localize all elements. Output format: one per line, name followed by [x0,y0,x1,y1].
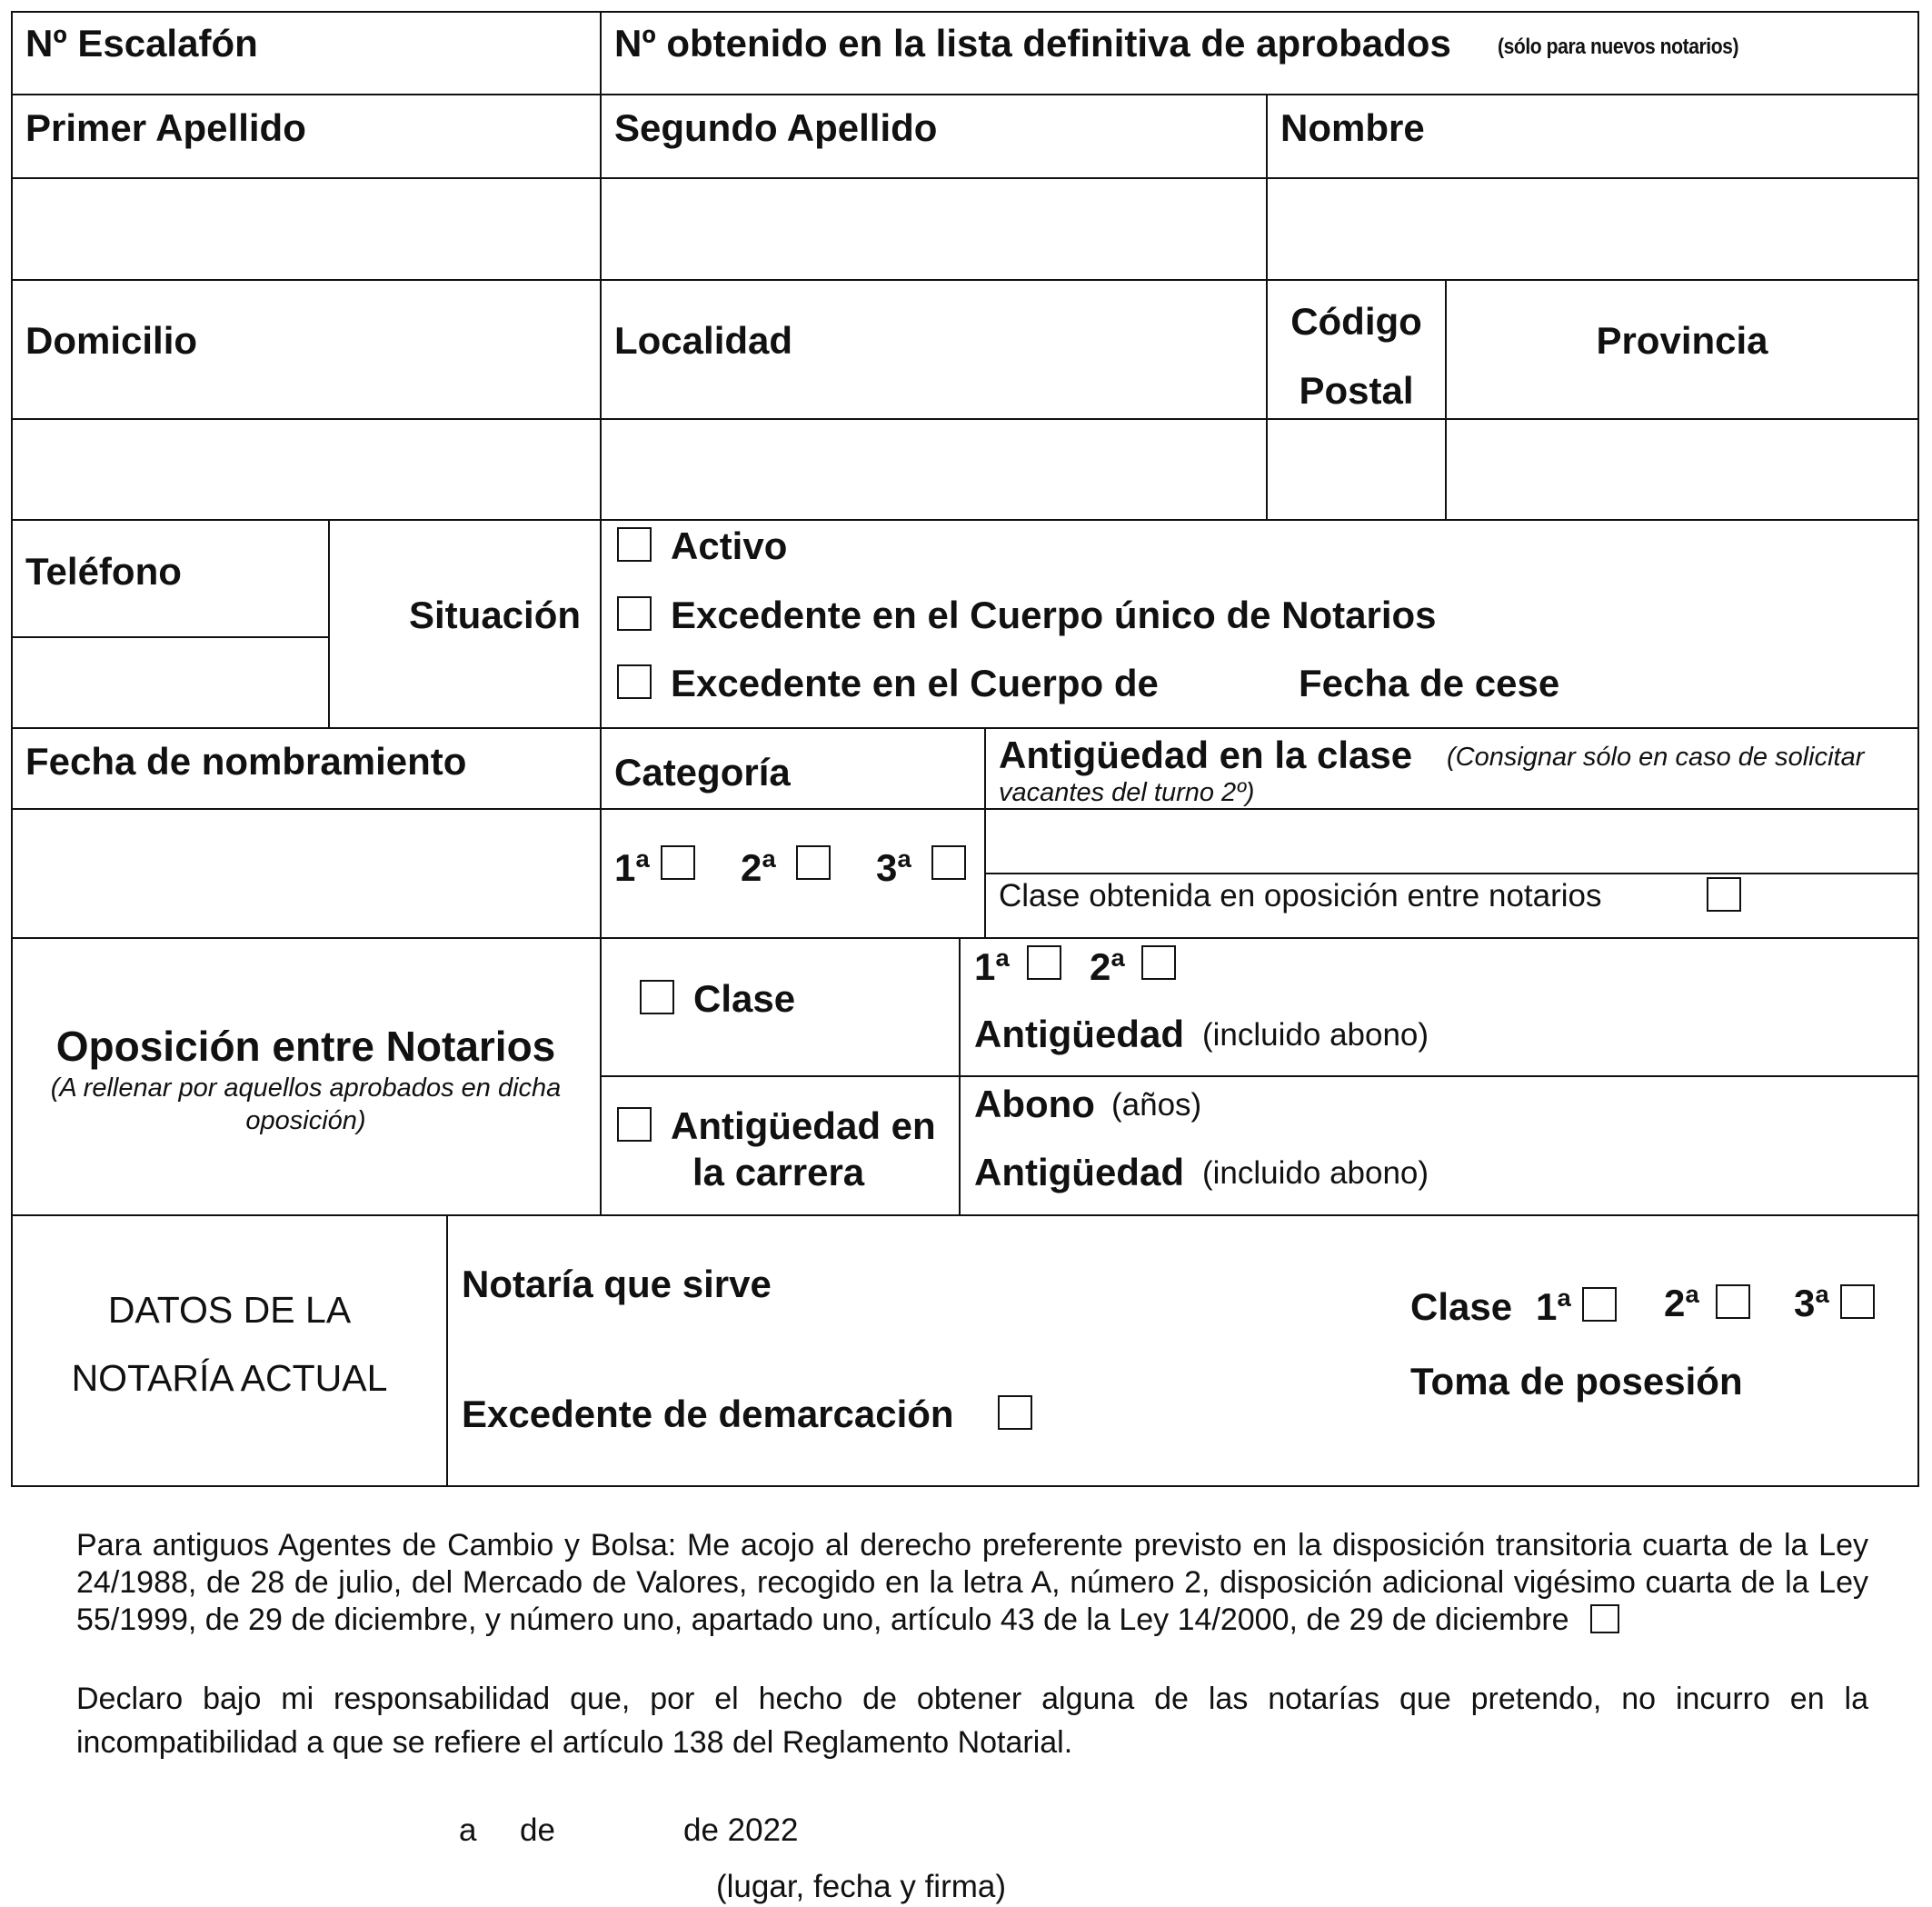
excedente-demarcacion-label: Excedente de demarcación [462,1393,954,1435]
op-anios-label: (años) [1111,1087,1202,1123]
op-clase-checkbox[interactable] [640,980,674,1014]
cat-3-checkbox[interactable] [931,845,966,880]
notaria-sirve-label: Notaría que sirve [462,1263,772,1305]
agentes-checkbox[interactable] [1590,1604,1619,1633]
nombre-field[interactable] [1268,179,1917,277]
antiguedad-clase-field[interactable] [986,810,1917,872]
telefono-field[interactable] [13,638,327,726]
primer-apellido-field[interactable] [13,179,599,277]
datos-label1: DATOS DE LA [107,1289,352,1331]
escalafon-label: Nº Escalafón [25,22,258,65]
op-carrera-label2: la carrera [692,1151,865,1193]
excedente-cuerpo-checkbox[interactable] [617,664,652,699]
op-2-label: 2ª [1090,945,1125,988]
primer-apellido-label: Primer Apellido [25,106,306,149]
excedente-demarcacion-checkbox[interactable] [998,1395,1032,1430]
localidad-label: Localidad [614,319,793,362]
cat-1-checkbox[interactable] [661,845,695,880]
oposicion-title: Oposición entre Notarios [55,1023,556,1070]
codigo-label: Código [1290,300,1422,343]
op-incluido2-label: (incluido abono) [1202,1155,1429,1191]
postal-label: Postal [1299,369,1414,412]
op-abono-label: Abono [974,1083,1095,1125]
declaro-paragraph: Declaro bajo mi responsabilidad que, por el hecho de obtener alguna de las notarías que pretendo, no incurro en la incompatibilidad a que se refiere el artículo 138 del Reglamento Notarial. [76,1682,1868,1760]
op-2-checkbox[interactable] [1141,945,1176,980]
toma-posesion-label: Toma de posesión [1410,1360,1743,1403]
notaria-3-checkbox[interactable] [1840,1284,1875,1319]
datos-label2: NOTARÍA ACTUAL [71,1357,388,1399]
cat-2-label: 2ª [741,846,776,889]
localidad-field[interactable] [602,420,1265,518]
op-carrera-label1: Antigüedad en [671,1104,936,1147]
op-1-checkbox[interactable] [1027,945,1061,980]
clase-oposicion-label: Clase obtenida en oposición entre notarios [999,878,1602,914]
lista-note: (sólo para nuevos notarios) [1498,35,1739,59]
clase-oposicion-checkbox[interactable] [1707,877,1741,912]
fecha-cese-label: Fecha de cese [1299,662,1560,704]
domicilio-field[interactable] [13,420,599,518]
situacion-label: Situación [409,594,582,636]
notaria-1-label: 1ª [1536,1285,1571,1328]
segundo-apellido-label: Segundo Apellido [614,106,938,149]
lugar-fecha-firma: (lugar, fecha y firma) [716,1869,1006,1904]
notaria-1-checkbox[interactable] [1582,1287,1617,1322]
op-1-label: 1ª [974,945,1010,988]
op-incluido-label: (incluido abono) [1202,1017,1429,1053]
cat-1-label: 1ª [614,846,650,889]
antiguedad-clase-label: Antigüedad en la clase [999,734,1413,776]
codigo-postal-label [1268,287,1445,425]
segundo-apellido-field[interactable] [602,179,1265,277]
categoria-label: Categoría [614,751,791,794]
fecha-nombramiento-label: Fecha de nombramiento [25,740,467,783]
cat-3-label: 3ª [876,846,911,889]
activo-label: Activo [671,524,788,567]
op-clase-label: Clase [693,977,796,1020]
fecha-de1: de [520,1812,555,1848]
provincia-field[interactable] [1447,420,1917,518]
excedente-unico-label: Excedente en el Cuerpo único de Notarios [671,594,1437,636]
antiguedad-clase-note2: vacantes del turno 2º) [999,778,1255,807]
notaria-3-label: 3ª [1794,1282,1829,1324]
activo-checkbox[interactable] [617,527,652,562]
nombre-label: Nombre [1280,106,1425,149]
excedente-cuerpo-label: Excedente en el Cuerpo de [671,662,1159,704]
domicilio-label: Domicilio [25,319,198,362]
op-carrera-checkbox[interactable] [617,1107,652,1142]
excedente-unico-checkbox[interactable] [617,596,652,631]
fecha-nombramiento-field[interactable] [13,810,599,936]
provincia-label: Provincia [1596,319,1768,362]
agentes-text: Para antiguos Agentes de Cambio y Bolsa: Me acojo al derecho preferente previsto en la disposición transitoria cuarta de la Ley 24/1988, de 28 de julio, del Mercado de Valores, recogido en la letra A, número 2, disposición adicional vigésimo cuarta de la Ley 55/1999, de 29 de diciembre, y número uno, apartado uno, artículo 43 de la Ley 14/2000, de 29 de diciembre [76,1528,1868,1637]
codigo-postal-field[interactable] [1268,420,1444,518]
cat-2-checkbox[interactable] [796,845,831,880]
fecha-a: a [459,1812,477,1848]
fecha-de2: de 2022 [683,1812,799,1848]
agentes-paragraph [76,1527,1868,1639]
op-antiguedad2-label: Antigüedad [974,1151,1184,1193]
oposicion-note2: oposición) [245,1106,366,1135]
oposicion-note1: (A rellenar por aquellos aprobados en dicha [50,1073,562,1103]
escalafon-field[interactable] [227,18,595,89]
antiguedad-clase-note1: (Consignar sólo en caso de solicitar [1447,743,1865,772]
notaria-clase-label: Clase [1410,1285,1513,1328]
telefono-label: Teléfono [25,550,182,593]
lista-label: Nº obtenido en la lista definitiva de aprobados [614,22,1451,65]
notaria-2-checkbox[interactable] [1716,1284,1750,1319]
notaria-2-label: 2ª [1664,1282,1699,1324]
op-antiguedad-label: Antigüedad [974,1013,1184,1055]
